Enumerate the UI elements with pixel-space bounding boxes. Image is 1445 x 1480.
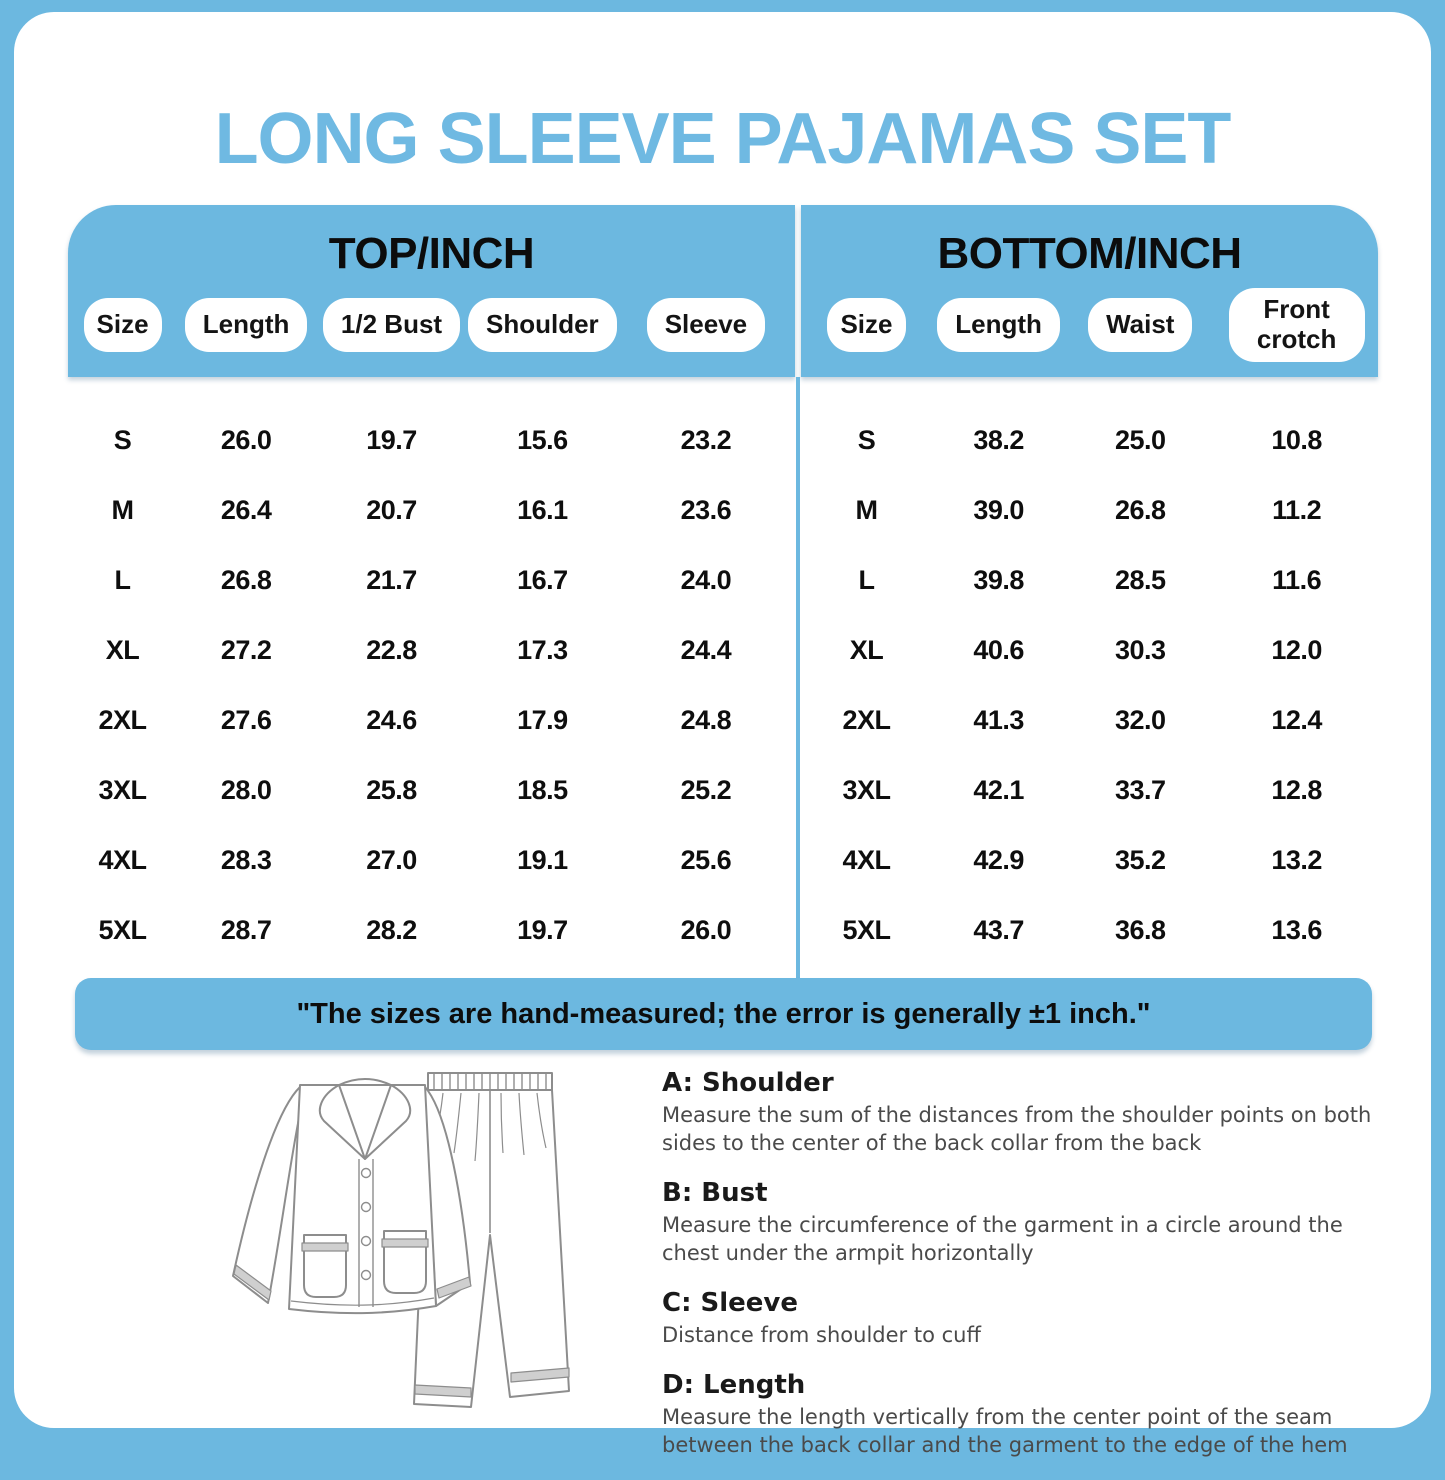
top-table-title: TOP/INCH (328, 229, 535, 278)
value-cell: 24.4 (680, 634, 732, 665)
value-cell: 32.0 (1114, 704, 1166, 735)
value-cell: 41.3 (973, 704, 1024, 735)
value-cell: 24.6 (366, 704, 417, 735)
guide-label: A: Shoulder (662, 1068, 834, 1098)
value-cell: 33.7 (1114, 774, 1166, 805)
value-cell: 26.8 (220, 564, 272, 595)
value-cell: 16.7 (517, 564, 568, 595)
column-header-sleeve: Sleeve (647, 298, 765, 352)
value-cell: 28.0 (220, 774, 272, 805)
top-table-body (68, 377, 795, 965)
value-cell: 13.6 (1271, 914, 1322, 945)
size-cell: XL (105, 634, 140, 665)
table-divider-line (796, 377, 800, 978)
size-cell: 2XL (842, 704, 891, 735)
size-cell: S (113, 424, 132, 455)
value-cell: 39.8 (973, 564, 1024, 595)
top-column-headers (68, 287, 795, 363)
value-cell: 12.0 (1271, 634, 1322, 665)
column-header-size: Size (827, 298, 905, 352)
value-cell: 30.3 (1114, 634, 1166, 665)
value-cell: 26.0 (220, 424, 272, 455)
column-header-waist: Waist (1088, 298, 1192, 352)
table-row (801, 825, 1378, 895)
table-row (801, 755, 1378, 825)
bottom-column-headers (801, 287, 1378, 363)
value-cell: 19.1 (517, 844, 568, 875)
value-cell: 28.5 (1114, 564, 1166, 595)
table-row (801, 545, 1378, 615)
value-cell: 25.0 (1114, 424, 1166, 455)
size-cell: 4XL (842, 844, 891, 875)
value-cell: 24.8 (680, 704, 732, 735)
value-cell: 25.8 (366, 774, 417, 805)
bottom-table-title: BOTTOM/INCH (937, 229, 1242, 278)
bottom-table-body (801, 377, 1378, 965)
value-cell: 23.6 (680, 494, 732, 525)
size-cell: 5XL (98, 914, 147, 945)
column-header-length: Length (185, 298, 308, 352)
value-cell: 11.6 (1272, 564, 1322, 595)
table-row (801, 475, 1378, 545)
value-cell: 39.0 (973, 494, 1024, 525)
column-header-front-crotch: Front crotch (1229, 288, 1365, 362)
value-cell: 28.3 (220, 844, 272, 875)
value-cell: 28.2 (366, 914, 417, 945)
table-row (68, 545, 795, 615)
size-cell: 3XL (842, 774, 891, 805)
guide-label: D: Length (662, 1370, 806, 1400)
value-cell: 28.7 (220, 914, 272, 945)
guide-text: Measure the sum of the distances from the shoulder points on both sides to the center of the back collar from the back (662, 1103, 1372, 1155)
value-cell: 27.6 (220, 704, 272, 735)
value-cell: 19.7 (366, 424, 417, 455)
table-row (801, 615, 1378, 685)
value-cell: 21.7 (366, 564, 417, 595)
guide-text: Measure the length vertically from the center point of the seam between the back collar and the garment to the edge of the hem (662, 1405, 1348, 1457)
value-cell: 42.9 (973, 844, 1024, 875)
value-cell: 27.0 (366, 844, 417, 875)
value-cell: 17.3 (517, 634, 568, 665)
size-cell: 3XL (98, 774, 147, 805)
value-cell: 26.4 (220, 494, 272, 525)
value-cell: 38.2 (973, 424, 1024, 455)
value-cell: 12.8 (1271, 774, 1322, 805)
measurement-guide (662, 1068, 1392, 1480)
guide-text: Measure the circumference of the garment in a circle around the chest under the armpit horizontally (662, 1213, 1343, 1265)
column-header-half-bust: 1/2 Bust (323, 298, 460, 352)
size-cell: 5XL (842, 914, 891, 945)
table-row (68, 475, 795, 545)
value-cell: 19.7 (517, 914, 568, 945)
value-cell: 11.2 (1272, 494, 1322, 525)
table-row (68, 405, 795, 475)
table-row (801, 895, 1378, 965)
pajama-set-illustration (205, 1063, 610, 1413)
guide-item-bust (662, 1178, 1392, 1267)
size-cell: XL (849, 634, 884, 665)
value-cell: 25.6 (680, 844, 732, 875)
value-cell: 23.2 (680, 424, 732, 455)
size-cell: L (858, 564, 875, 595)
size-cell: L (114, 564, 131, 595)
value-cell: 12.4 (1271, 704, 1322, 735)
pajama-top-drawing (233, 1079, 471, 1313)
guide-text: Distance from shoulder to cuff (662, 1323, 981, 1347)
size-cell: M (855, 494, 878, 525)
value-cell: 27.2 (220, 634, 272, 665)
value-cell: 40.6 (973, 634, 1024, 665)
value-cell: 26.0 (680, 914, 732, 945)
table-row (68, 895, 795, 965)
table-row (68, 615, 795, 685)
column-header-shoulder: Shoulder (468, 298, 617, 352)
value-cell: 13.2 (1271, 844, 1322, 875)
table-row (801, 405, 1378, 475)
guide-item-sleeve (662, 1288, 1392, 1349)
table-row (801, 685, 1378, 755)
value-cell: 26.8 (1114, 494, 1166, 525)
value-cell: 16.1 (517, 494, 568, 525)
value-cell: 43.7 (973, 914, 1024, 945)
guide-item-shoulder (662, 1068, 1392, 1157)
page-title: LONG SLEEVE PAJAMAS SET (214, 99, 1231, 179)
size-tables (68, 205, 1378, 965)
value-cell: 25.2 (680, 774, 732, 805)
value-cell: 15.6 (517, 424, 568, 455)
value-cell: 22.8 (366, 634, 417, 665)
value-cell: 35.2 (1114, 844, 1166, 875)
value-cell: 20.7 (366, 494, 417, 525)
table-row (68, 825, 795, 895)
value-cell: 17.9 (517, 704, 568, 735)
bottom-size-table (801, 205, 1378, 965)
size-cell: 2XL (98, 704, 147, 735)
size-cell: 4XL (98, 844, 147, 875)
size-cell: S (857, 424, 876, 455)
guide-label: B: Bust (662, 1178, 768, 1208)
value-cell: 24.0 (680, 564, 732, 595)
table-row (68, 755, 795, 825)
value-cell: 36.8 (1114, 914, 1166, 945)
bottom-table-header (801, 205, 1378, 377)
guide-label: C: Sleeve (662, 1288, 799, 1318)
value-cell: 18.5 (517, 774, 568, 805)
value-cell: 42.1 (973, 774, 1024, 805)
top-size-table (68, 205, 795, 965)
column-header-size: Size (84, 298, 162, 352)
size-cell: M (111, 494, 134, 525)
column-header-length: Length (937, 298, 1060, 352)
top-table-header (68, 205, 795, 377)
value-cell: 10.8 (1271, 424, 1322, 455)
table-row (68, 685, 795, 755)
note-banner: "The sizes are hand-measured; the error is generally ±1 inch." (75, 978, 1372, 1050)
